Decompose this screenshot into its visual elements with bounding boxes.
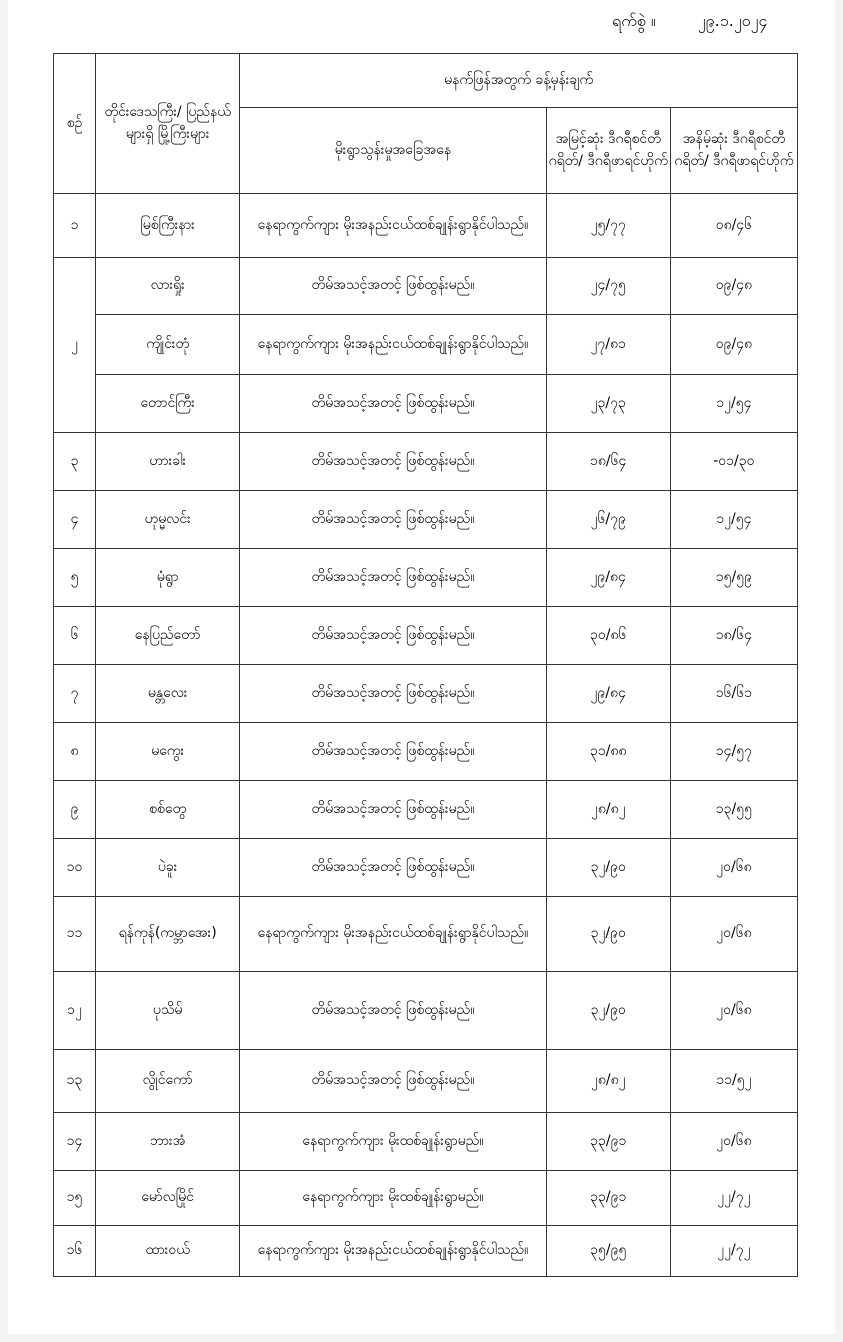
- condition-cell: တိမ်အသင့်အတင့် ဖြစ်ထွန်းမည်။: [240, 491, 546, 549]
- max-temp-cell: ၃၃/၉၁: [546, 1171, 670, 1226]
- min-temp-cell: ၁၆/၆၁: [670, 665, 797, 723]
- table-row: [54, 491, 798, 549]
- max-temp-cell: ၁၈/၆၄: [546, 433, 670, 491]
- max-temp-cell: ၂၇/၈၁: [546, 315, 670, 375]
- min-temp-cell: ၂၂/၇၂: [670, 1226, 797, 1277]
- min-temp-cell: ၂၂/၇၂: [670, 1171, 797, 1226]
- condition-cell: နေရာကွက်ကျား မိုးအနည်းငယ်ထစ်ချုန်းရွာနိုင်ပါသည်။: [240, 315, 546, 375]
- max-temp-cell: ၃၂/၉၀: [546, 897, 670, 972]
- table-row: [54, 781, 798, 839]
- city-cell: ကျိုင်းတုံ: [96, 315, 240, 375]
- city-cell: မန္တလေး: [96, 665, 240, 723]
- table-row: [54, 1171, 798, 1226]
- city-cell: မကွေး: [96, 723, 240, 781]
- city-cell: ဘားအံ: [96, 1113, 240, 1171]
- min-temp-cell: ၁၂/၅၄: [670, 491, 797, 549]
- max-temp-cell: ၃၃/၉၁: [546, 1113, 670, 1171]
- header-forecast-group: မနက်ဖြန်အတွက် ခန့်မှန်းချက်: [240, 54, 798, 108]
- date-value: ၂၉.၁.၂၀၂၄: [697, 11, 768, 30]
- condition-cell: တိမ်အသင့်အတင့် ဖြစ်ထွန်းမည်။: [240, 781, 546, 839]
- max-temp-cell: ၃၅/၉၅: [546, 1226, 670, 1277]
- city-cell: ဟုမ္မလင်း: [96, 491, 240, 549]
- max-temp-cell: ၂၈/၈၂: [546, 1050, 670, 1113]
- city-cell: မော်လမြိုင်: [96, 1171, 240, 1226]
- table-row: [54, 433, 798, 491]
- header-condition: မိုးရွာသွန်းမှုအခြေအနေ: [240, 108, 546, 194]
- condition-cell: တိမ်အသင့်အတင့် ဖြစ်ထွန်းမည်။: [240, 433, 546, 491]
- max-temp-cell: ၂၄/၇၅: [546, 258, 670, 315]
- condition-cell: တိမ်အသင့်အတင့် ဖြစ်ထွန်းမည်။: [240, 607, 546, 665]
- city-cell: လွိုင်ကော်: [96, 1050, 240, 1113]
- header-city: တိုင်းဒေသကြီး/ ပြည်နယ်များရှိ မြို့ကြီးများ: [96, 54, 240, 194]
- city-cell: ပဲခူး: [96, 839, 240, 897]
- condition-cell: တိမ်အသင့်အတင့် ဖြစ်ထွန်းမည်။: [240, 723, 546, 781]
- min-temp-cell: ၁၈/၆၄: [670, 607, 797, 665]
- max-temp-cell: ၂၉/၈၄: [546, 549, 670, 607]
- serial-cell: ၁၁: [54, 897, 96, 972]
- city-cell: လားရှိုး: [96, 258, 240, 315]
- max-temp-cell: ၃၂/၉၀: [546, 839, 670, 897]
- city-cell: နေပြည်တော်: [96, 607, 240, 665]
- min-temp-cell: ၁၂/၅၄: [670, 375, 797, 433]
- table-row: [54, 1050, 798, 1113]
- serial-cell: ၃: [54, 433, 96, 491]
- condition-cell: တိမ်အသင့်အတင့် ဖြစ်ထွန်းမည်။: [240, 1050, 546, 1113]
- city-cell: စစ်တွေ: [96, 781, 240, 839]
- condition-cell: နေရာကွက်ကျား မိုးအနည်းငယ်ထစ်ချုန်းရွာနိုင်ပါသည်။: [240, 1226, 546, 1277]
- min-temp-cell: ၂၀/၆၈: [670, 839, 797, 897]
- table-row: [54, 607, 798, 665]
- min-temp-cell: ၀၈/၄၆: [670, 194, 797, 258]
- max-temp-cell: ၃၂/၉၀: [546, 972, 670, 1050]
- max-temp-cell: ၂၆/၇၉: [546, 491, 670, 549]
- table-row: [54, 315, 798, 375]
- condition-cell: တိမ်အသင့်အတင့် ဖြစ်ထွန်းမည်။: [240, 375, 546, 433]
- condition-cell: တိမ်အသင့်အတင့် ဖြစ်ထွန်းမည်။: [240, 665, 546, 723]
- serial-cell: ၁၄: [54, 1113, 96, 1171]
- min-temp-cell: ၀၉/၄၈: [670, 258, 797, 315]
- table-row: [54, 194, 798, 258]
- min-temp-cell: -၀၁/၃၀: [670, 433, 797, 491]
- city-cell: ရန်ကုန်(ကမ္ဘာအေး): [96, 897, 240, 972]
- table-row: [54, 839, 798, 897]
- serial-cell: ၁၅: [54, 1171, 96, 1226]
- condition-cell: နေရာကွက်ကျား မိုးအနည်းငယ်ထစ်ချုန်းရွာနိုင်ပါသည်။: [240, 194, 546, 258]
- serial-cell: ၅: [54, 549, 96, 607]
- condition-cell: တိမ်အသင့်အတင့် ဖြစ်ထွန်းမည်။: [240, 972, 546, 1050]
- table-row: [54, 1226, 798, 1277]
- serial-cell: ၁၆: [54, 1226, 96, 1277]
- condition-cell: နေရာကွက်ကျား မိုးအနည်းငယ်ထစ်ချုန်းရွာနိုင်ပါသည်။: [240, 897, 546, 972]
- max-temp-cell: ၂၅/၇၇: [546, 194, 670, 258]
- min-temp-cell: ၁၄/၅၇: [670, 723, 797, 781]
- city-cell: တောင်ကြီး: [96, 375, 240, 433]
- serial-cell: ၁၂: [54, 972, 96, 1050]
- max-temp-cell: ၂၃/၇၃: [546, 375, 670, 433]
- max-temp-cell: ၃၁/၈၈: [546, 723, 670, 781]
- condition-cell: တိမ်အသင့်အတင့် ဖြစ်ထွန်းမည်။: [240, 549, 546, 607]
- header-serial: စဥ်: [54, 54, 96, 194]
- table-row: [54, 1113, 798, 1171]
- serial-cell: ၇: [54, 665, 96, 723]
- serial-cell: ၈: [54, 723, 96, 781]
- serial-cell: ၂: [54, 258, 96, 433]
- max-temp-cell: ၂၉/၈၄: [546, 665, 670, 723]
- min-temp-cell: ၁၅/၅၉: [670, 549, 797, 607]
- serial-cell: ၆: [54, 607, 96, 665]
- city-cell: မုံရွာ: [96, 549, 240, 607]
- min-temp-cell: ၁၃/၅၅: [670, 781, 797, 839]
- condition-cell: တိမ်အသင့်အတင့် ဖြစ်ထွန်းမည်။: [240, 839, 546, 897]
- condition-cell: နေရာကွက်ကျား မိုးထစ်ချုန်းရွာမည်။: [240, 1113, 546, 1171]
- serial-cell: ၉: [54, 781, 96, 839]
- max-temp-cell: ၃၀/၈၆: [546, 607, 670, 665]
- min-temp-cell: ၂၀/၆၈: [670, 972, 797, 1050]
- min-temp-cell: ၀၉/၄၈: [670, 315, 797, 375]
- city-cell: ထားဝယ်: [96, 1226, 240, 1277]
- serial-cell: ၄: [54, 491, 96, 549]
- serial-cell: ၁၃: [54, 1050, 96, 1113]
- min-temp-cell: ၂၀/၆၈: [670, 897, 797, 972]
- table-row: [54, 258, 798, 315]
- table-row: [54, 723, 798, 781]
- city-cell: မြစ်ကြီးနား: [96, 194, 240, 258]
- condition-cell: တိမ်အသင့်အတင့် ဖြစ်ထွန်းမည်။: [240, 258, 546, 315]
- forecast-table: [53, 53, 798, 1277]
- header-row: [54, 54, 798, 108]
- city-cell: ပုသိမ်: [96, 972, 240, 1050]
- table-row: [54, 897, 798, 972]
- condition-cell: နေရာကွက်ကျား မိုးထစ်ချုန်းရွာမည်။: [240, 1171, 546, 1226]
- serial-cell: ၁: [54, 194, 96, 258]
- min-temp-cell: ၂၀/၆၈: [670, 1113, 797, 1171]
- table-row: [54, 972, 798, 1050]
- table-row: [54, 375, 798, 433]
- max-temp-cell: ၂၈/၈၂: [546, 781, 670, 839]
- table-row: [54, 549, 798, 607]
- date-line: [612, 10, 768, 34]
- city-cell: ဟားခါး: [96, 433, 240, 491]
- serial-cell: ၁၀: [54, 839, 96, 897]
- table-row: [54, 665, 798, 723]
- date-label: ရက်စွဲ ။: [612, 11, 656, 30]
- min-temp-cell: ၁၁/၅၂: [670, 1050, 797, 1113]
- header-min-temp: အနိမ့်ဆုံး ဒီဂရီစင်တီဂရိတ်/ ဒီဂရီဖာရင်ဟိုက်: [670, 108, 797, 194]
- header-max-temp: အမြင့်ဆုံး ဒီဂရီစင်တီဂရိတ်/ ဒီဂရီဖာရင်ဟိုက်: [546, 108, 670, 194]
